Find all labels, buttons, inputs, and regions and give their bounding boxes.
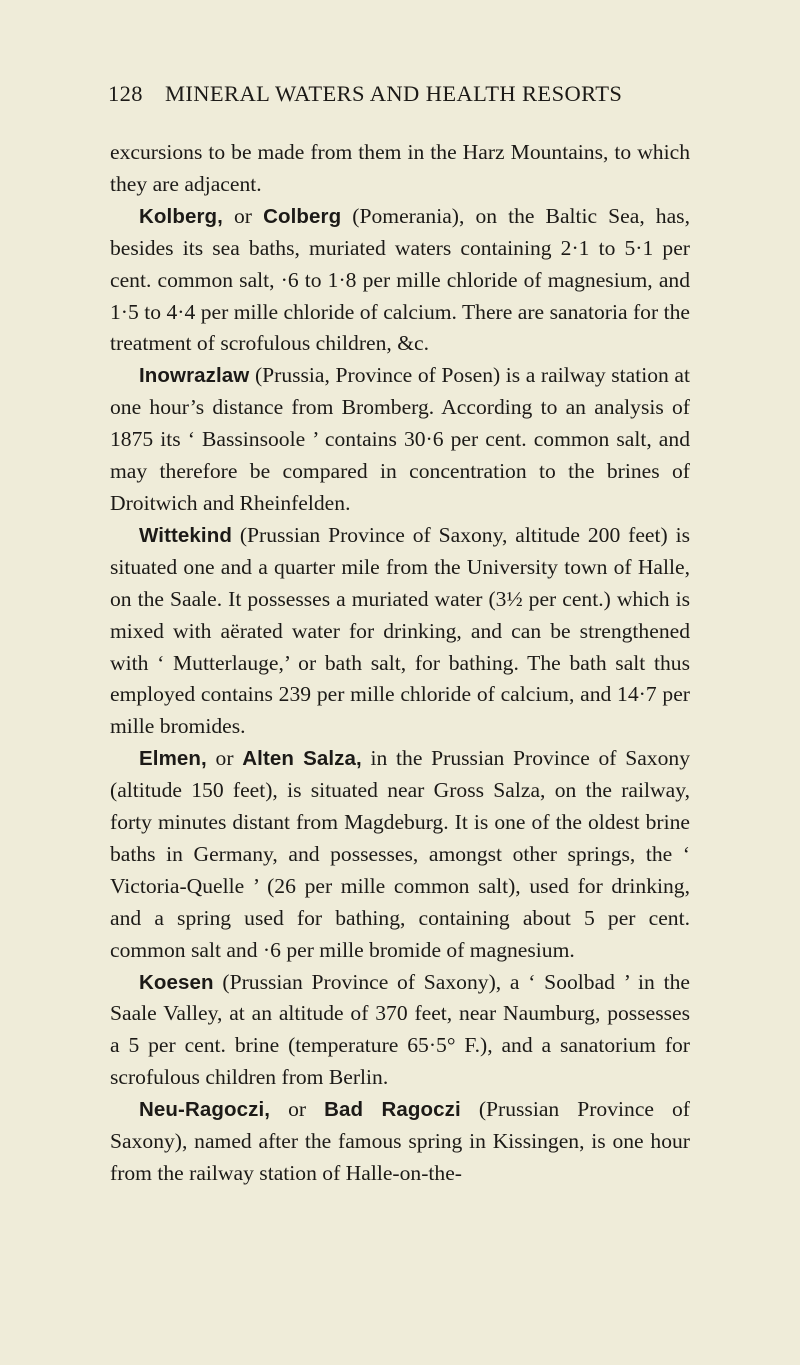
entry-heading: Wittekind bbox=[139, 523, 232, 547]
entry-text: in the Prussian Province of Saxony (altitude 150 feet), is situated near Gross Salza, on the railway, forty minutes distant from Magdeburg. It is one of the oldest brine baths in Germany, and possesses, amongst other springs, the ‘ Victoria-Quelle ’ (26 per mille common salt), used for drinking, and a spring used for bathing, containing about 5 per cent. common salt and ·6 per mille bromide of magnesium. bbox=[110, 746, 690, 962]
entry-inowrazlaw bbox=[110, 360, 690, 520]
entry-heading: Koesen bbox=[139, 970, 214, 994]
entry-text: (Prussian Province of Saxony), a ‘ Soolbad ’ in the Saale Valley, at an altitude of 370 feet, near Naumburg, possesses a 5 per cent. brine (temperature 65·5° F.), and a sanatorium for scrofulous children from Berlin. bbox=[110, 969, 690, 1090]
entry-heading-alt: Colberg bbox=[263, 204, 342, 228]
entry-heading: Elmen, bbox=[139, 747, 207, 771]
entry-heading: Inowrazlaw bbox=[139, 364, 250, 388]
entry-elmen bbox=[110, 743, 690, 966]
entry-connector: or bbox=[206, 746, 243, 771]
page-number: 128 bbox=[108, 81, 143, 106]
entry-kolberg bbox=[110, 201, 690, 361]
paragraph-continuation bbox=[110, 137, 690, 201]
paragraph-text: excursions to be made from them in the Harz Mountains, to which they are adjacent. bbox=[110, 140, 690, 196]
entry-koesen bbox=[110, 967, 690, 1095]
entry-connector: or bbox=[270, 1097, 325, 1122]
entry-text: (Prussia, Province of Posen) is a railway station at one hour’s distance from Bromberg. According to an analysis of 1875 its ‘ Bassinsoole ’ contains 30·6 per cent. common salt, and may therefore be compared in concentration to the brines of Droitwich and Rheinfelden. bbox=[110, 363, 690, 515]
entry-heading: Neu-Ragoczi, bbox=[139, 1098, 271, 1122]
entry-text: (Pomerania), on the Baltic Sea, has, besides its sea baths, muriated waters containing 2·1 to 5·1 per cent. common salt, ·6 to 1·8 per mille chloride of magnesium, and 1·5 to 4·4 per mille chloride of calcium. There are sanatoria for the treatment of scrofulous children, &c. bbox=[110, 203, 690, 356]
entry-heading-alt: Alten Salza, bbox=[242, 747, 362, 771]
entry-text: (Prussian Province of Saxony), named after the famous spring in Kissingen, is one hour from the railway station of Halle-on-the- bbox=[110, 1097, 690, 1185]
entry-heading-alt: Bad Ragoczi bbox=[324, 1098, 461, 1122]
entry-neu-ragoczi bbox=[110, 1094, 690, 1190]
entry-text: (Prussian Province of Saxony, altitude 200 feet) is situated one and a quarter mile from the University town of Halle, on the Saale. It possesses a muriated water (3½ per cent.) which is mixed with aërated water for drinking, and can be strengthened with ‘ Mutterlauge,’ or bath salt, for bathing. The bath salt thus employed contains 239 per mille chloride of calcium, and 14·7 per mille bromides. bbox=[110, 522, 690, 739]
entry-heading: Kolberg, bbox=[139, 204, 223, 228]
body-text bbox=[110, 137, 690, 1190]
entry-wittekind bbox=[110, 520, 690, 743]
running-header bbox=[108, 80, 693, 108]
entry-connector: or bbox=[222, 203, 264, 228]
running-title: MINERAL WATERS AND HEALTH RESORTS bbox=[164, 81, 623, 106]
